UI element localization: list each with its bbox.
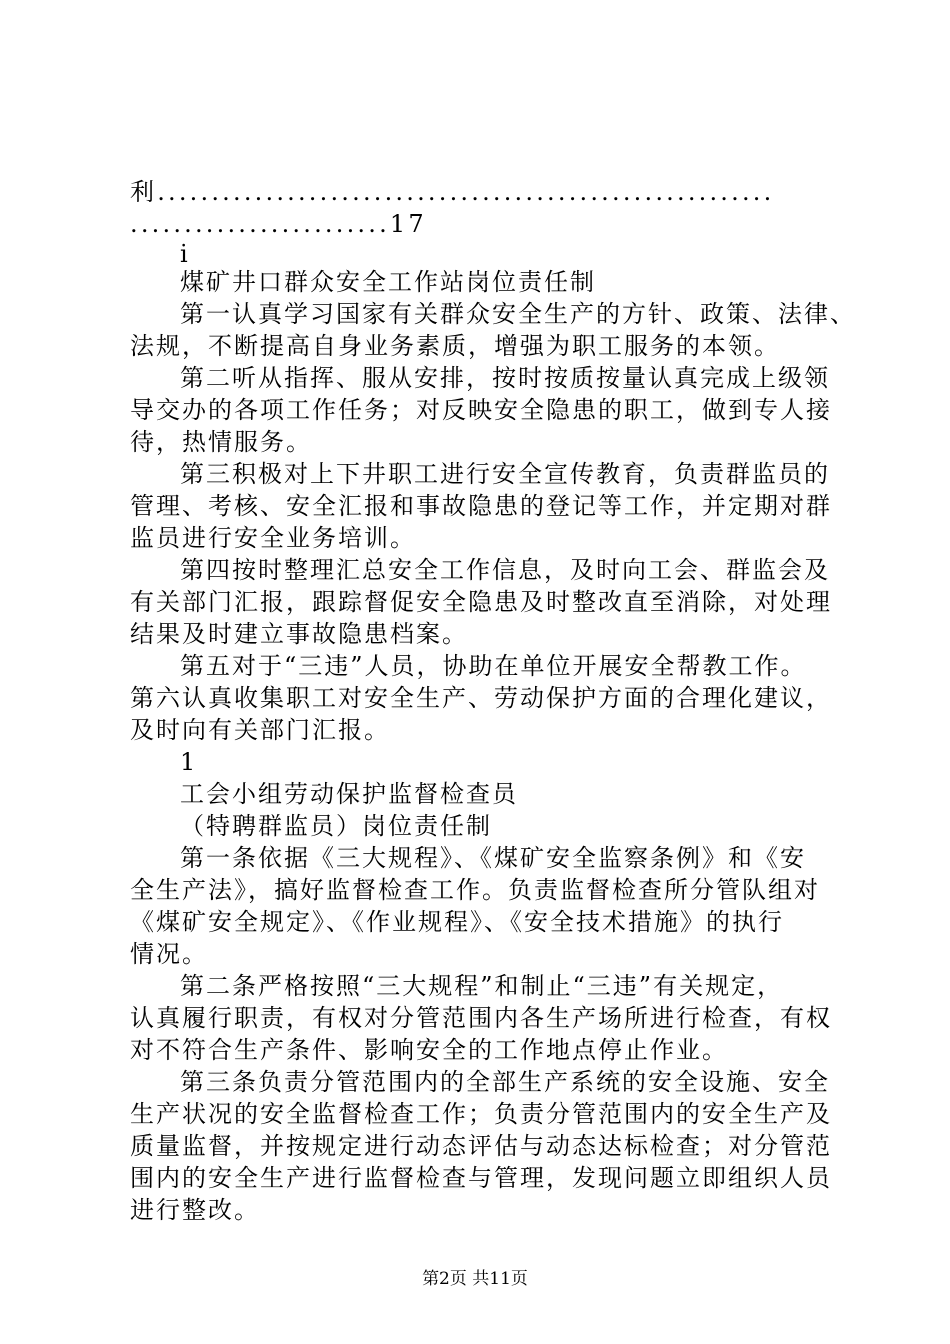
paragraph-line: 围内的安全生产进行监督检查与管理，发现问题立即组织人员 [130, 1164, 832, 1192]
paragraph-line: 第五对于“三违”人员，协助在单位开展安全帮教工作。 [180, 652, 807, 680]
paragraph-line: 第二听从指挥、服从安排，按时按质按量认真完成上级领 [180, 364, 830, 392]
paragraph-line: 进行整改。 [130, 1196, 260, 1224]
section-subtitle: （特聘群监员）岗位责任制 [180, 812, 492, 840]
section-title: 工会小组劳动保护监督检查员 [180, 780, 518, 808]
section-title: 煤矿井口群众安全工作站岗位责任制 [180, 268, 596, 296]
paragraph-line: 待，热情服务。 [130, 428, 312, 456]
paragraph-line: 导交办的各项工作任务；对反映安全隐患的职工，做到专人接 [130, 396, 832, 424]
paragraph-line: 第一认真学习国家有关群众安全生产的方针、政策、法律、 [180, 300, 856, 328]
paragraph-line: 监员进行安全业务培训。 [130, 524, 416, 552]
paragraph-line: 认真履行职责，有权对分管范围内各生产场所进行检查，有权 [130, 1004, 832, 1032]
paragraph-line: 《煤矿安全规定》、《作业规程》、《安全技术措施》的执行 [130, 908, 784, 936]
paragraph-line: 第二条严格按照“三大规程”和制止“三违”有关规定， [180, 972, 784, 1000]
paragraph-line: 有关部门汇报，跟踪督促安全隐患及时整改直至消除，对处理 [130, 588, 832, 616]
page-marker: i [180, 240, 190, 268]
paragraph-line: 结果及时建立事故隐患档案。 [130, 620, 468, 648]
paragraph-line: 第六认真收集职工对安全生产、劳动保护方面的合理化建议， [130, 684, 832, 712]
paragraph-line: 及时向有关部门汇报。 [130, 716, 390, 744]
paragraph-line: 生产状况的安全监督检查工作；负责分管范围内的安全生产及 [130, 1100, 832, 1128]
page-marker: 1 [180, 748, 198, 776]
paragraph-line: 法规，不断提高自身业务素质，增强为职工服务的本领。 [130, 332, 780, 360]
page-footer: 第2页 共11页 [422, 1269, 528, 1289]
paragraph-line: 第四按时整理汇总安全工作信息，及时向工会、群监会及 [180, 556, 830, 584]
toc-line-1: 利......................................................... [130, 178, 775, 206]
paragraph-line: 情况。 [130, 940, 208, 968]
paragraph-line: 第三积极对上下井职工进行安全宣传教育，负责群监员的 [180, 460, 830, 488]
toc-line-2: ........................17 [130, 210, 427, 238]
paragraph-line: 质量监督，并按规定进行动态评估与动态达标检查；对分管范 [130, 1132, 832, 1160]
paragraph-line: 全生产法》，搞好监督检查工作。负责监督检查所分管队组对 [130, 876, 820, 904]
paragraph-line: 对不符合生产条件、影响安全的工作地点停止作业。 [130, 1036, 728, 1064]
paragraph-line: 第三条负责分管范围内的全部生产系统的安全设施、安全 [180, 1068, 830, 1096]
paragraph-line: 第一条依据《三大规程》、《煤矿安全监察条例》和《安 [180, 844, 806, 872]
paragraph-line: 管理、考核、安全汇报和事故隐患的登记等工作，并定期对群 [130, 492, 832, 520]
